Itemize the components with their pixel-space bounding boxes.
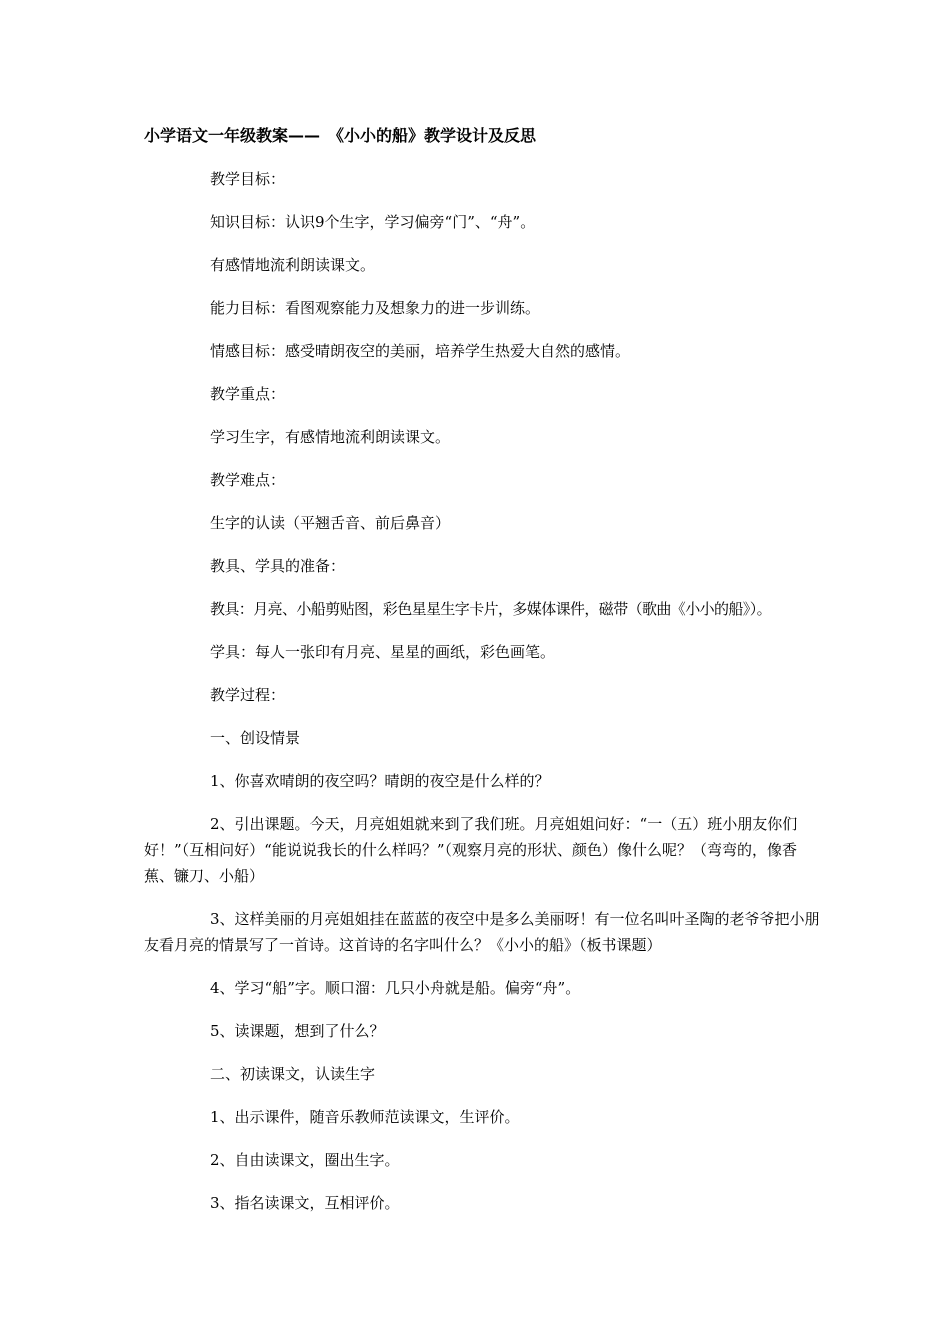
paragraph-materials-heading: 教具、学具的准备： (210, 557, 346, 575)
paragraph-section-1-heading: 一、创设情景 (210, 729, 301, 747)
paragraph-section-2-heading: 二、初读课文，认读生字 (210, 1065, 376, 1083)
paragraph-emotion-goal: 情感目标：感受晴朗夜空的美丽，培养学生热爱大自然的感情。 (210, 342, 631, 360)
paragraph-step-1-3: 3、这样美丽的月亮姐姐挂在蓝蓝的夜空中是多么美丽呀！有一位名叫叶圣陶的老爷爷把小朋友看月亮的情景写了一首诗。这首诗的名字叫什么？《小小的船》（板书课题） (144, 910, 820, 954)
paragraph-student-materials: 学具：每人一张印有月亮、星星的画纸，彩色画笔。 (210, 643, 556, 661)
paragraph-difficulties-heading: 教学难点： (210, 471, 286, 489)
document-title: 小学语文一年级教案—— 《小小的船》教学设计及反思 (144, 126, 537, 145)
paragraph-reading-goal: 有感情地流利朗读课文。 (210, 256, 376, 274)
paragraph-step-2-1: 1、出示课件，随音乐教师范读课文，生评价。 (210, 1108, 520, 1126)
paragraph-step-2-3: 3、指名读课文，互相评价。 (210, 1194, 400, 1212)
paragraph-teacher-materials: 教具：月亮、小船剪贴图，彩色星星生字卡片，多媒体课件，磁带（歌曲《小小的船》）。 (210, 600, 772, 618)
paragraph-ability-goal: 能力目标：看图观察能力及想象力的进一步训练。 (210, 299, 541, 317)
paragraph-step-1-4: 4、学习“船”字。顺口溜：几只小舟就是船。偏旁“舟”。 (210, 979, 581, 997)
paragraph-teaching-goals: 教学目标： (210, 170, 286, 188)
document-page (144, 124, 820, 1233)
paragraph-process-heading: 教学过程： (210, 686, 286, 704)
paragraph-key-points: 学习生字，有感情地流利朗读课文。 (210, 428, 451, 446)
paragraph-key-points-heading: 教学重点： (210, 385, 286, 403)
paragraph-step-2-2: 2、自由读课文，圈出生字。 (210, 1151, 400, 1169)
paragraph-difficulties: 生字的认读（平翘舌音、前后鼻音） (210, 514, 451, 532)
paragraph-step-1-1: 1、你喜欢晴朗的夜空吗？晴朗的夜空是什么样的？ (210, 772, 550, 790)
paragraph-step-1-2: 2、引出课题。今天，月亮姐姐就来到了我们班。月亮姐姐问好：“一（五）班小朋友你们好！”（互相问好）“能说说我长的什么样吗？”（观察月亮的形状、颜色）像什么呢？（弯弯的，像香蕉、镰刀、小船） (144, 815, 798, 885)
paragraph-step-1-5: 5、读课题，想到了什么？ (210, 1022, 385, 1040)
paragraph-knowledge-goal: 知识目标：认识9个生字，学习偏旁“门”、“舟”。 (210, 213, 536, 231)
